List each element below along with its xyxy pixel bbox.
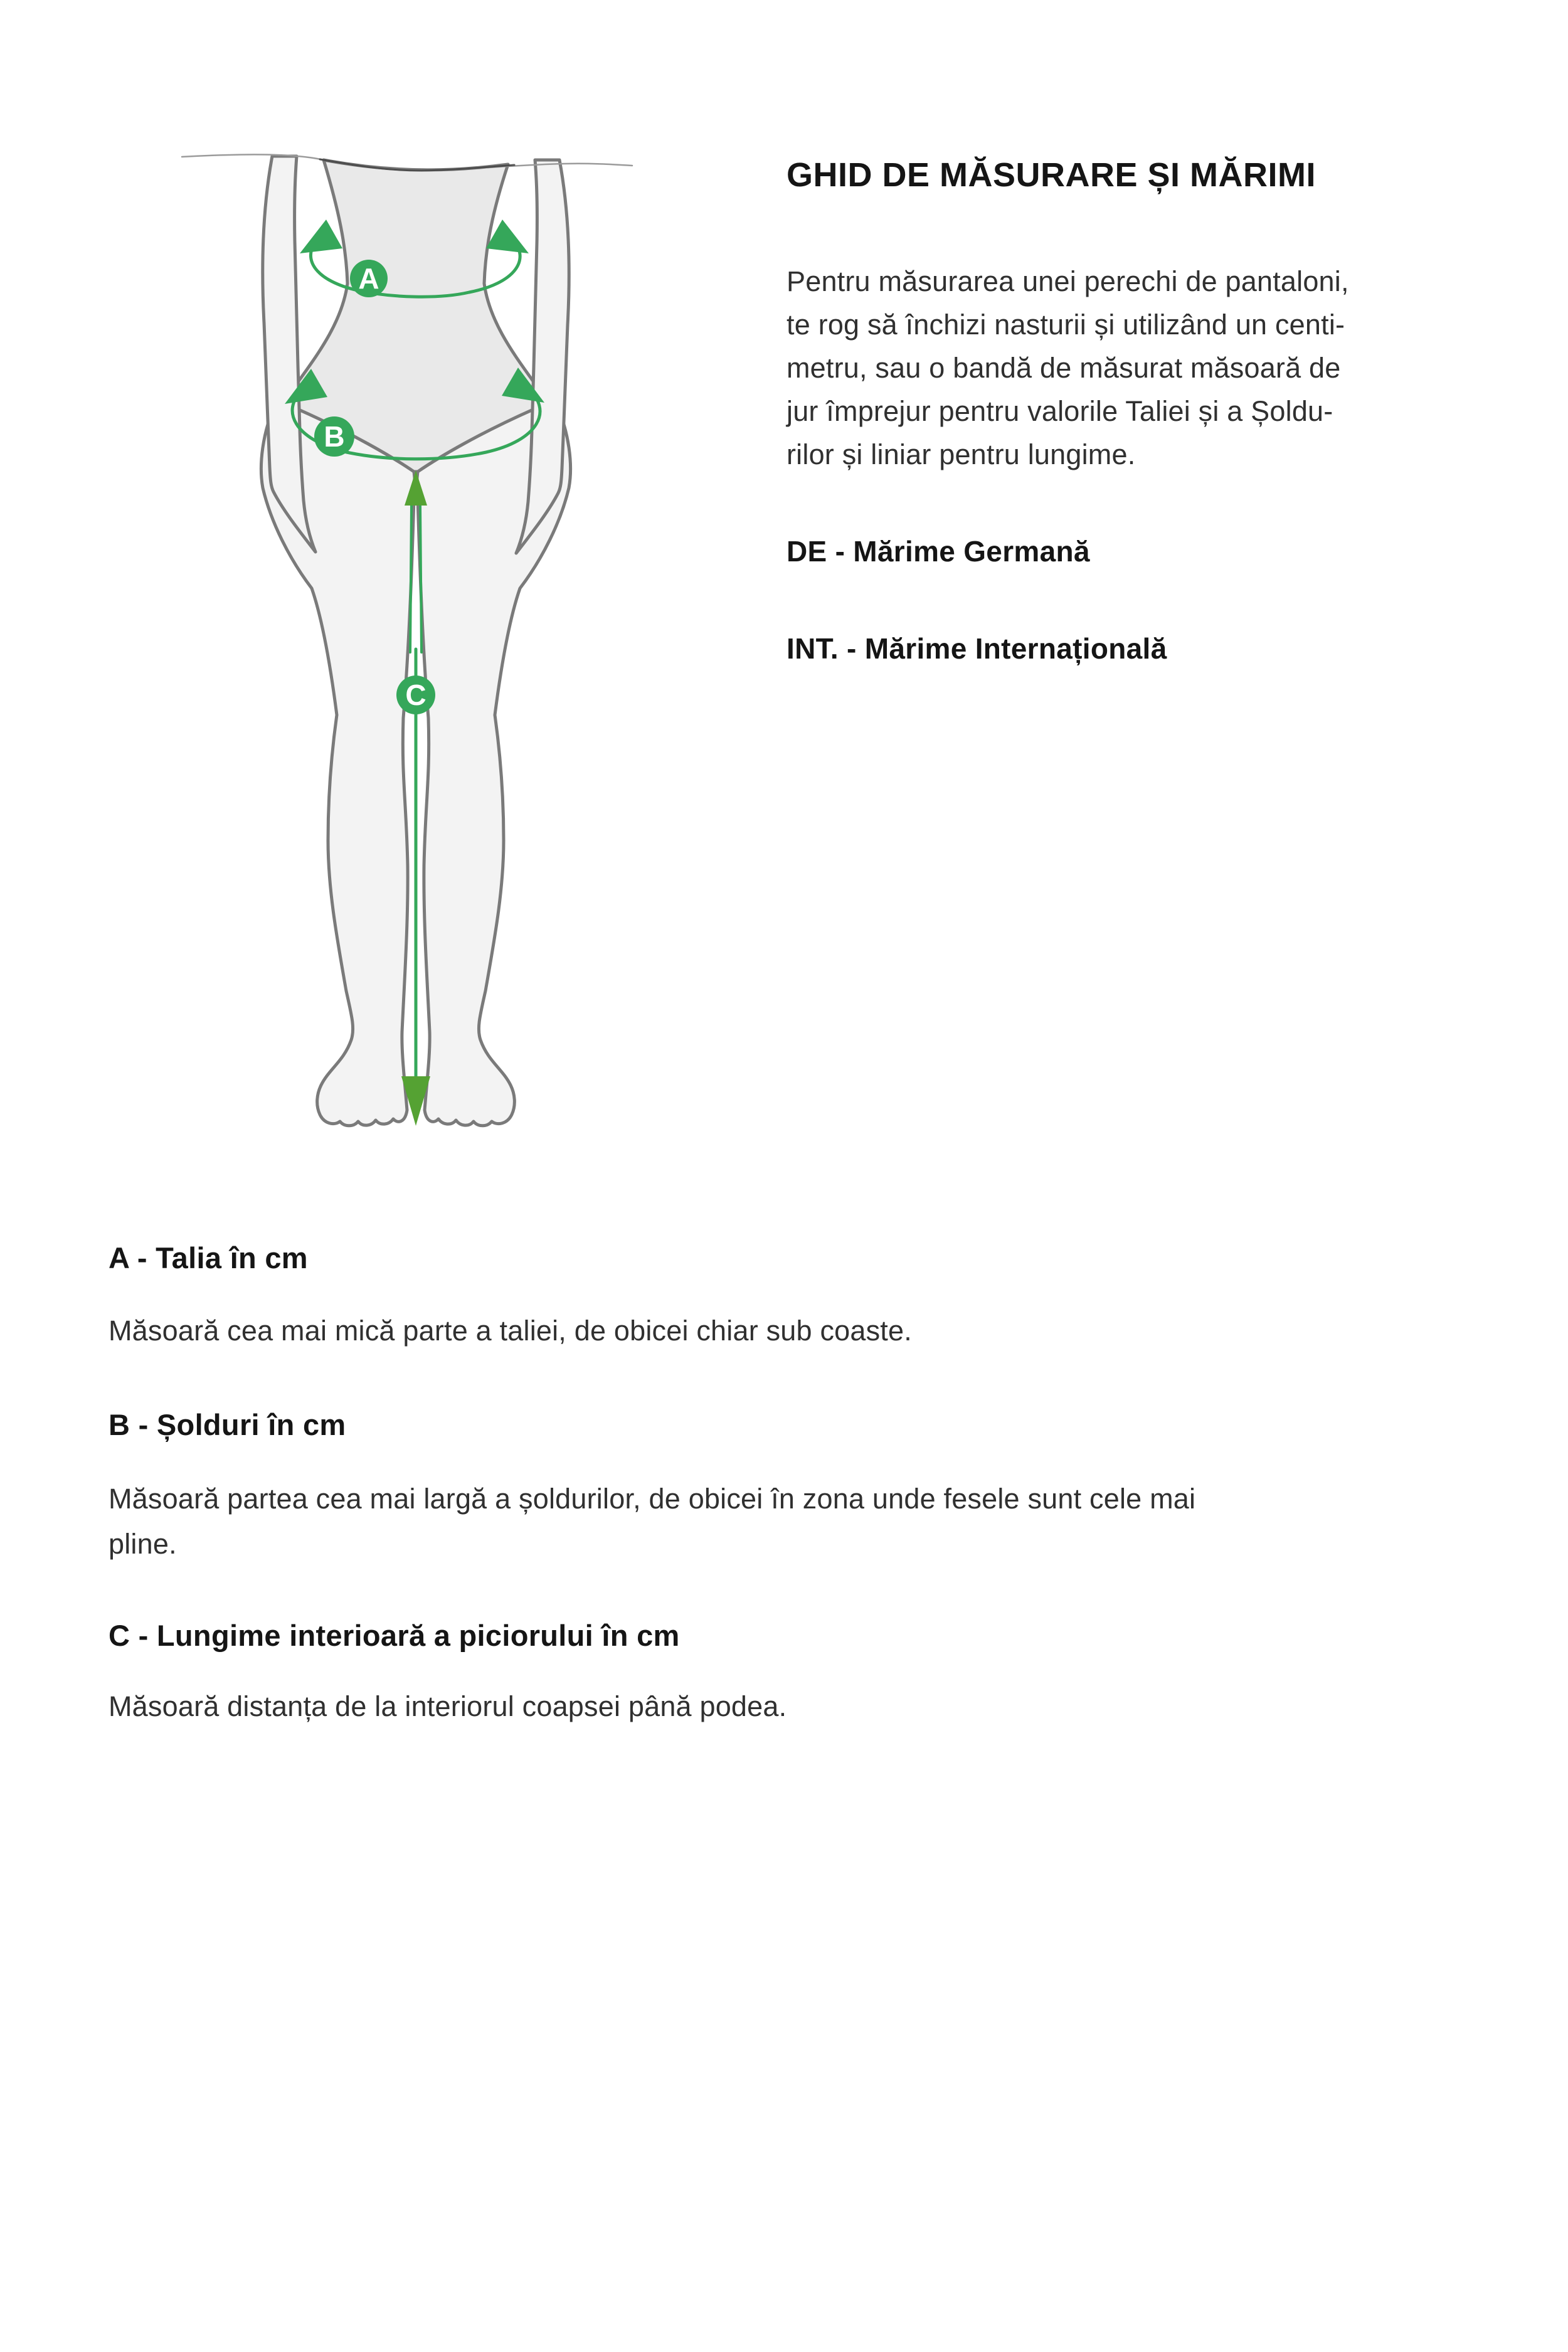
measurement-figure [157,138,659,1154]
section-c-body-line: Măsoară distanța de la interiorul coapsei până podea. [109,1690,787,1722]
section-b-body [109,1476,1195,1567]
section-b-body-line: pline. [109,1528,177,1560]
section-a-body [109,1308,912,1353]
section-c-body [109,1684,787,1729]
intro-paragraph-line: jur împrejur pentru valorile Taliei și a Șoldu- [787,395,1333,427]
int-size-label: INT. - Mărime Internațională [787,632,1167,665]
de-size-label: DE - Mărime Germană [787,535,1090,568]
section-b-heading: B - Șolduri în cm [109,1408,346,1441]
section-a-body-line: Măsoară cea mai mică parte a taliei, de obicei chiar sub coaste. [109,1315,912,1347]
section-c-heading: C - Lungime interioară a piciorului în cm [109,1619,680,1652]
intro-paragraph-line: te rog să închizi nasturii și utilizând un centi- [787,309,1345,341]
section-a-heading: A - Talia în cm [109,1241,308,1274]
marker-b-label: B [324,420,345,453]
page-title: GHID DE MĂSURARE ȘI MĂRIMI [787,156,1316,194]
intro-paragraph-line: rilor și liniar pentru lungime. [787,438,1136,470]
marker-a-label: A [358,262,379,295]
waist-arrow-left-icon [300,220,342,253]
marker-badge-a [350,260,388,297]
section-b-body-line: Măsoară partea cea mai largă a șoldurilor, de obicei în zona unde fesele sunt cele mai [109,1483,1196,1515]
intro-paragraph-line: metru, sau o bandă de măsurat măsoară de [787,352,1341,384]
marker-c-label: C [405,679,426,711]
marker-badge-c [396,675,435,714]
intro-paragraph [787,260,1349,476]
marker-badge-b [314,416,354,457]
intro-paragraph-line: Pentru măsurarea unei perechi de pantaloni, [787,265,1349,297]
